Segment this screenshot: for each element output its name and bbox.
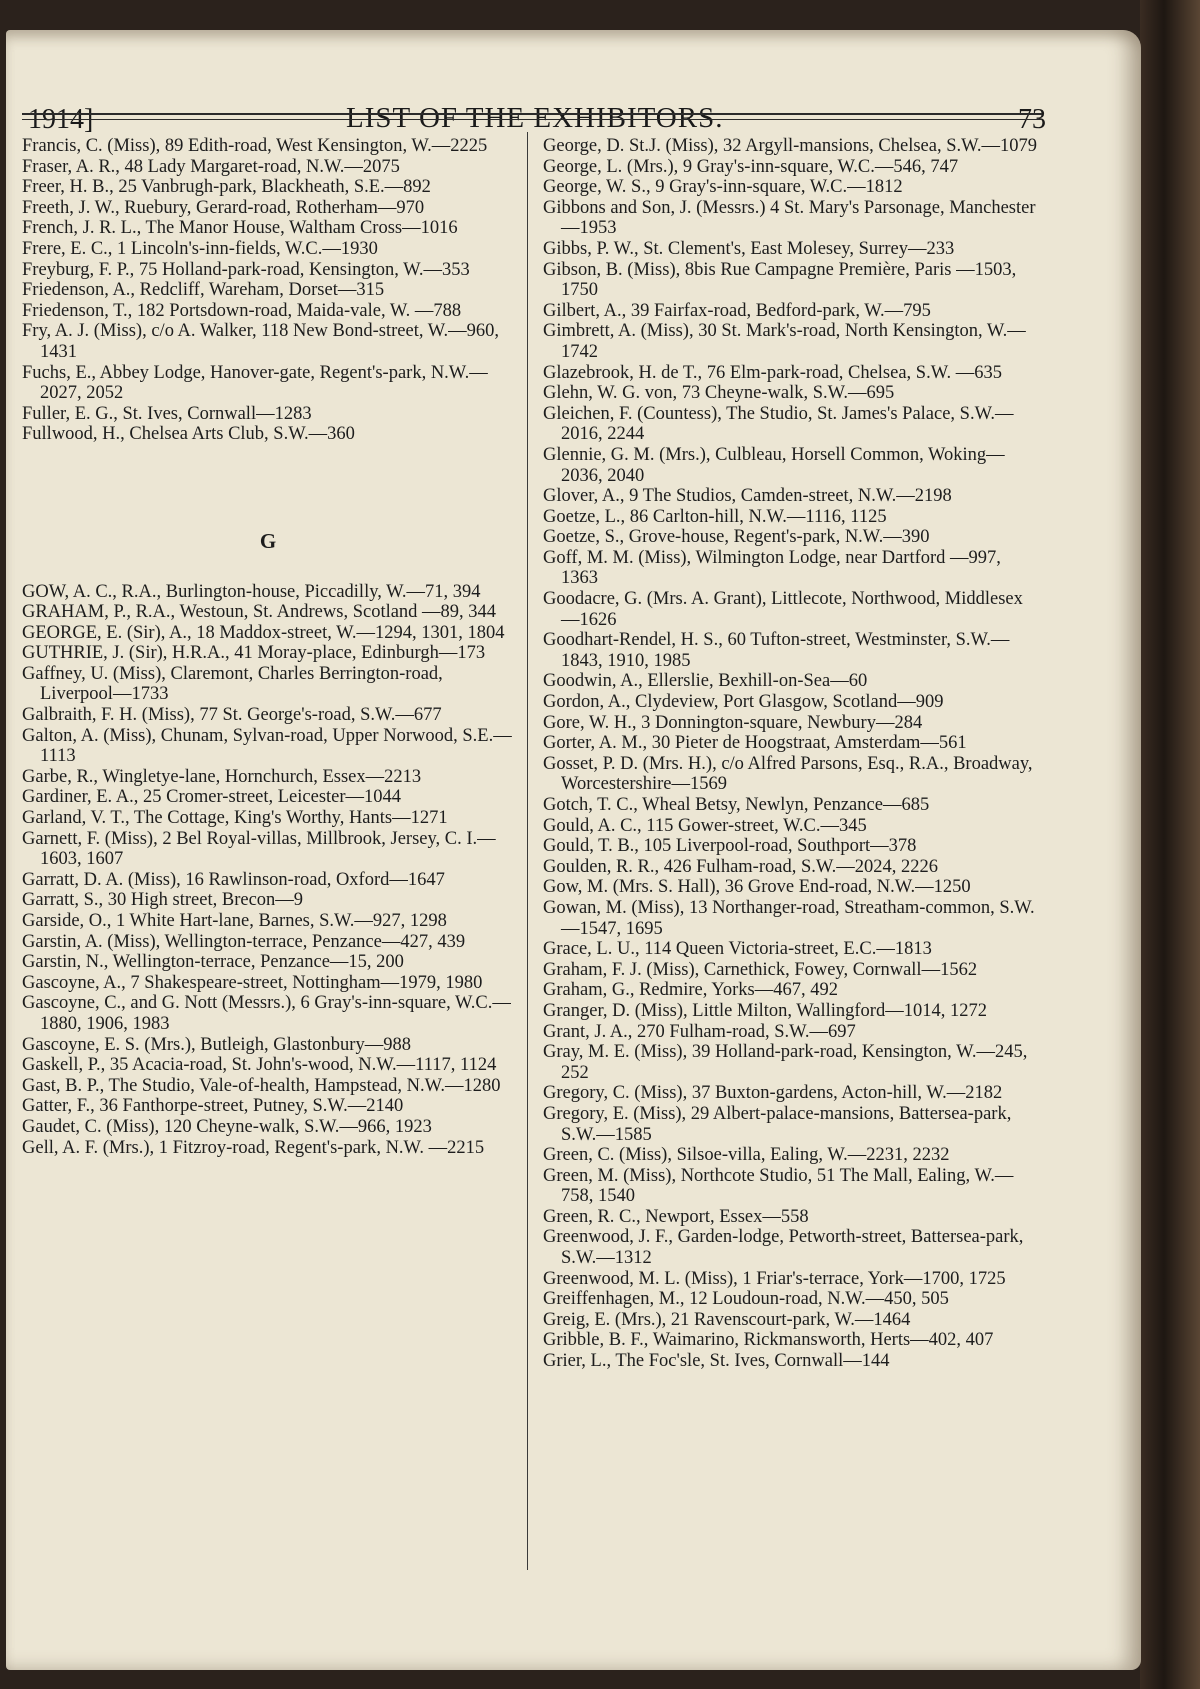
exhibitor-entry: Gascoyne, C., and G. Nott (Messrs.), 6 Gray's-inn-square, W.C.—1880, 1906, 1983 — [22, 993, 511, 1034]
exhibitor-entry: Goulden, R. R., 426 Fulham-road, S.W.—2024, 2226 — [543, 856, 939, 877]
exhibitor-entry: Gould, A. C., 115 Gower-street, W.C.—345 — [543, 815, 867, 836]
exhibitor-entry: Friedenson, A., Redcliff, Wareham, Dorset—315 — [22, 280, 385, 301]
exhibitor-entry: Glennie, G. M. (Mrs.), Culbleau, Horsell Common, Woking—2036, 2040 — [543, 444, 1005, 486]
exhibitor-entry: Fry, A. J. (Miss), c/o A. Walker, 118 New Bond-street, W.—960, 1431 — [22, 321, 500, 362]
exhibitor-entry: Gow, M. (Mrs. S. Hall), 36 Grove End-road, N.W.—1250 — [543, 877, 971, 898]
exhibitor-entry: Gribble, B. F., Waimarino, Rickmansworth, Herts—402, 407 — [543, 1330, 994, 1351]
exhibitor-entry: Garbe, R., Wingletye-lane, Hornchurch, Essex—2213 — [22, 766, 422, 787]
spacer — [22, 445, 514, 531]
exhibitor-entry: Green, M. (Miss), Northcote Studio, 51 The Mall, Ealing, W.—758, 1540 — [543, 1165, 1014, 1207]
page-number: 73 — [1018, 104, 1046, 135]
exhibitor-entry: Gilbert, A., 39 Fairfax-road, Bedford-park, W.—795 — [543, 300, 931, 321]
exhibitor-entry: Garland, V. T., The Cottage, King's Worthy, Hants—1271 — [22, 808, 448, 829]
exhibitor-entry: George, L. (Mrs.), 9 Gray's-inn-square, W.C.—546, 747 — [543, 156, 959, 177]
column-divider — [527, 132, 528, 1570]
exhibitor-entry: Gibbs, P. W., St. Clement's, East Molesey, Surrey—233 — [543, 238, 955, 259]
exhibitor-entry: Gascoyne, E. S. (Mrs.), Butleigh, Glastonbury—988 — [22, 1034, 411, 1055]
exhibitor-entry: Freyburg, F. P., 75 Holland-park-road, Kensington, W.—353 — [22, 259, 470, 280]
exhibitor-entry: Garratt, S., 30 High street, Brecon—9 — [22, 890, 304, 911]
running-header — [28, 74, 1048, 135]
exhibitor-entry: Freeth, J. W., Ruebury, Gerard-road, Rotherham—970 — [22, 197, 425, 218]
exhibitor-entry: Gleichen, F. (Countess), The Studio, St. James's Palace, S.W.—2016, 2244 — [543, 403, 1014, 445]
entries-g — [22, 582, 514, 1159]
exhibitor-entry: Gibson, B. (Miss), 8bis Rue Campagne Première, Paris —1503, 1750 — [543, 259, 1017, 301]
exhibitor-entry: Fuchs, E., Abbey Lodge, Hanover-gate, Regent's-park, N.W.—2027, 2052 — [22, 362, 488, 404]
exhibitor-entry: GRAHAM, P., R.A., Westoun, St. Andrews, Scotland —89, 344 — [22, 602, 497, 623]
header-rule-thin — [22, 119, 1042, 120]
exhibitor-entry: Goetze, L., 86 Carlton-hill, N.W.—1116, 1125 — [543, 506, 887, 527]
exhibitor-entry: Garratt, D. A. (Miss), 16 Rawlinson-road, Oxford—1647 — [22, 869, 445, 890]
exhibitor-entry: Galbraith, F. H. (Miss), 77 St. George's-road, S.W.—677 — [22, 705, 442, 726]
exhibitor-entry: Fullwood, H., Chelsea Arts Club, S.W.—360 — [22, 424, 355, 445]
exhibitor-entry: Green, R. C., Newport, Essex—558 — [543, 1206, 809, 1227]
exhibitor-entry: Glover, A., 9 The Studios, Camden-street, N.W.—2198 — [543, 486, 952, 507]
exhibitor-entry: Glehn, W. G. von, 73 Cheyne-walk, S.W.—695 — [543, 383, 895, 404]
exhibitor-entry: Greiffenhagen, M., 12 Loudoun-road, N.W.—450, 505 — [543, 1289, 949, 1310]
exhibitor-entry: Garstin, A. (Miss), Wellington-terrace, Penzance—427, 439 — [22, 931, 466, 952]
exhibitor-entry: Gardiner, E. A., 25 Cromer-street, Leicester—1044 — [22, 787, 402, 808]
exhibitor-entry: Goodhart-Rendel, H. S., 60 Tufton-street, Westminster, S.W.—1843, 1910, 1985 — [543, 630, 1010, 671]
entries-f — [22, 136, 514, 445]
exhibitor-entry: Gregory, E. (Miss), 29 Albert-palace-mansions, Battersea-park, S.W.—1585 — [543, 1103, 1012, 1145]
book-spine — [1140, 0, 1200, 1689]
exhibitor-entry: GEORGE, E. (Sir), A., 18 Maddox-street, W.—1294, 1301, 1804 — [22, 622, 505, 643]
exhibitor-entry: Green, C. (Miss), Silsoe-villa, Ealing, W.—2231, 2232 — [543, 1145, 950, 1166]
exhibitor-entry: Greenwood, M. L. (Miss), 1 Friar's-terrace, York—1700, 1725 — [543, 1268, 1006, 1289]
exhibitor-entry: Friedenson, T., 182 Portsdown-road, Maida-vale, W. —788 — [22, 300, 462, 321]
exhibitor-entry: Gaskell, P., 35 Acacia-road, St. John's-wood, N.W.—1117, 1124 — [22, 1055, 497, 1076]
exhibitor-entry: Gregory, C. (Miss), 37 Buxton-gardens, Acton-hill, W.—2182 — [543, 1083, 1003, 1104]
exhibitor-entry: Galton, A. (Miss), Chunam, Sylvan-road, Upper Norwood, S.E.—1113 — [22, 725, 512, 767]
exhibitor-entry: Gould, T. B., 105 Liverpool-road, Southport—378 — [543, 836, 917, 857]
exhibitor-entry: Glazebrook, H. de T., 76 Elm-park-road, Chelsea, S.W. —635 — [543, 362, 1002, 383]
exhibitor-entry: Garside, O., 1 White Hart-lane, Barnes, S.W.—927, 1298 — [22, 911, 447, 931]
exhibitor-entry: Gast, B. P., The Studio, Vale-of-health, Hampstead, N.W.—1280 — [22, 1075, 501, 1096]
exhibitor-entry: GOW, A. C., R.A., Burlington-house, Piccadilly, W.—71, 394 — [22, 581, 481, 602]
exhibitor-entry: French, J. R. L., The Manor House, Waltham Cross—1016 — [22, 218, 458, 239]
exhibitor-entry: Gibbons and Son, J. (Messrs.) 4 St. Mary's Parsonage, Manchester—1953 — [543, 197, 1036, 239]
exhibitor-entry: Graham, F. J. (Miss), Carnethick, Fowey, Cornwall—1562 — [543, 959, 978, 980]
exhibitor-entry: George, D. St.J. (Miss), 32 Argyll-mansions, Chelsea, S.W.—1079 — [543, 136, 1038, 156]
exhibitor-entry: Goodwin, A., Ellerslie, Bexhill-on-Sea—60 — [543, 671, 868, 692]
exhibitor-entry: Goetze, S., Grove-house, Regent's-park, N.W.—390 — [543, 527, 930, 548]
header-year: 1914] — [28, 104, 94, 135]
exhibitor-entry: Gray, M. E. (Miss), 39 Holland-park-road, Kensington, W.—245, 252 — [543, 1042, 1028, 1083]
exhibitor-entry: GUTHRIE, J. (Sir), H.R.A., 41 Moray-place, Edinburgh—173 — [22, 643, 486, 664]
exhibitor-entry: Frere, E. C., 1 Lincoln's-inn-fields, W.C.—1930 — [22, 238, 378, 259]
exhibitor-entry: Grace, L. U., 114 Queen Victoria-street, E.C.—1813 — [543, 939, 932, 960]
exhibitor-entry: Gorter, A. M., 30 Pieter de Hoogstraat, Amsterdam—561 — [543, 733, 967, 754]
exhibitor-entry: Gaffney, U. (Miss), Claremont, Charles Berrington-road, Liverpool—1733 — [22, 663, 443, 705]
exhibitor-entry: Fraser, A. R., 48 Lady Margaret-road, N.W.—2075 — [22, 156, 400, 177]
exhibitor-entry: Gascoyne, A., 7 Shakespeare-street, Nottingham—1979, 1980 — [22, 972, 483, 993]
exhibitor-entry: Gimbrett, A. (Miss), 30 St. Mark's-road, North Kensington, W.—1742 — [543, 321, 1026, 362]
exhibitor-entry: Grier, L., The Foc'sle, St. Ives, Cornwall—144 — [543, 1351, 890, 1372]
page-title: LIST OF THE EXHIBITORS. — [346, 102, 724, 134]
exhibitor-entry: Gowan, M. (Miss), 13 Northanger-road, Streatham-common, S.W.—1547, 1695 — [543, 897, 1035, 939]
entries-g-continued — [543, 136, 1040, 1372]
exhibitor-entry: Goff, M. M. (Miss), Wilmington Lodge, near Dartford —997, 1363 — [543, 547, 1001, 589]
header-rule — [22, 113, 1042, 115]
exhibitor-entry: Francis, C. (Miss), 89 Edith-road, West Kensington, W.—2225 — [22, 136, 488, 156]
section-heading-g: G — [259, 528, 277, 553]
spacer — [22, 552, 514, 582]
exhibitor-entry: Gatter, F., 36 Fanthorpe-street, Putney, S.W.—2140 — [22, 1096, 404, 1117]
exhibitor-entry: Freer, H. B., 25 Vanbrugh-park, Blackheath, S.E.—892 — [22, 177, 431, 198]
left-column — [22, 136, 514, 1158]
exhibitor-entry: Gordon, A., Clydeview, Port Glasgow, Scotland—909 — [543, 692, 944, 713]
exhibitor-entry: Garstin, N., Wellington-terrace, Penzance—15, 200 — [22, 952, 404, 973]
exhibitor-entry: Grant, J. A., 270 Fulham-road, S.W.—697 — [543, 1021, 856, 1042]
exhibitor-entry: George, W. S., 9 Gray's-inn-square, W.C.—1812 — [543, 177, 903, 198]
exhibitor-entry: Goodacre, G. (Mrs. A. Grant), Littlecote, Northwood, Middlesex—1626 — [543, 589, 1023, 630]
exhibitor-entry: Gaudet, C. (Miss), 120 Cheyne-walk, S.W.—966, 1923 — [22, 1116, 432, 1137]
right-column — [543, 136, 1040, 1372]
exhibitor-entry: Garnett, F. (Miss), 2 Bel Royal-villas, Millbrook, Jersey, C. I.—1603, 1607 — [22, 828, 496, 870]
exhibitor-entry: Greig, E. (Mrs.), 21 Ravenscourt-park, W.—1464 — [543, 1309, 911, 1330]
exhibitor-entry: Granger, D. (Miss), Little Milton, Wallingford—1014, 1272 — [543, 1000, 987, 1021]
exhibitor-entry: Gore, W. H., 3 Donnington-square, Newbury—284 — [543, 712, 923, 733]
exhibitor-entry: Gell, A. F. (Mrs.), 1 Fitzroy-road, Regent's-park, N.W. —2215 — [22, 1137, 485, 1158]
exhibitor-entry: Gotch, T. C., Wheal Betsy, Newlyn, Penzance—685 — [543, 795, 930, 815]
exhibitor-entry: Fuller, E. G., St. Ives, Cornwall—1283 — [22, 403, 312, 424]
exhibitor-entry: Greenwood, J. F., Garden-lodge, Petworth-street, Battersea-park, S.W.—1312 — [543, 1227, 1024, 1269]
exhibitor-entry: Gosset, P. D. (Mrs. H.), c/o Alfred Parsons, Esq., R.A., Broadway, Worcestershire—1569 — [543, 753, 1033, 795]
exhibitor-entry: Graham, G., Redmire, Yorks—467, 492 — [543, 980, 838, 1001]
